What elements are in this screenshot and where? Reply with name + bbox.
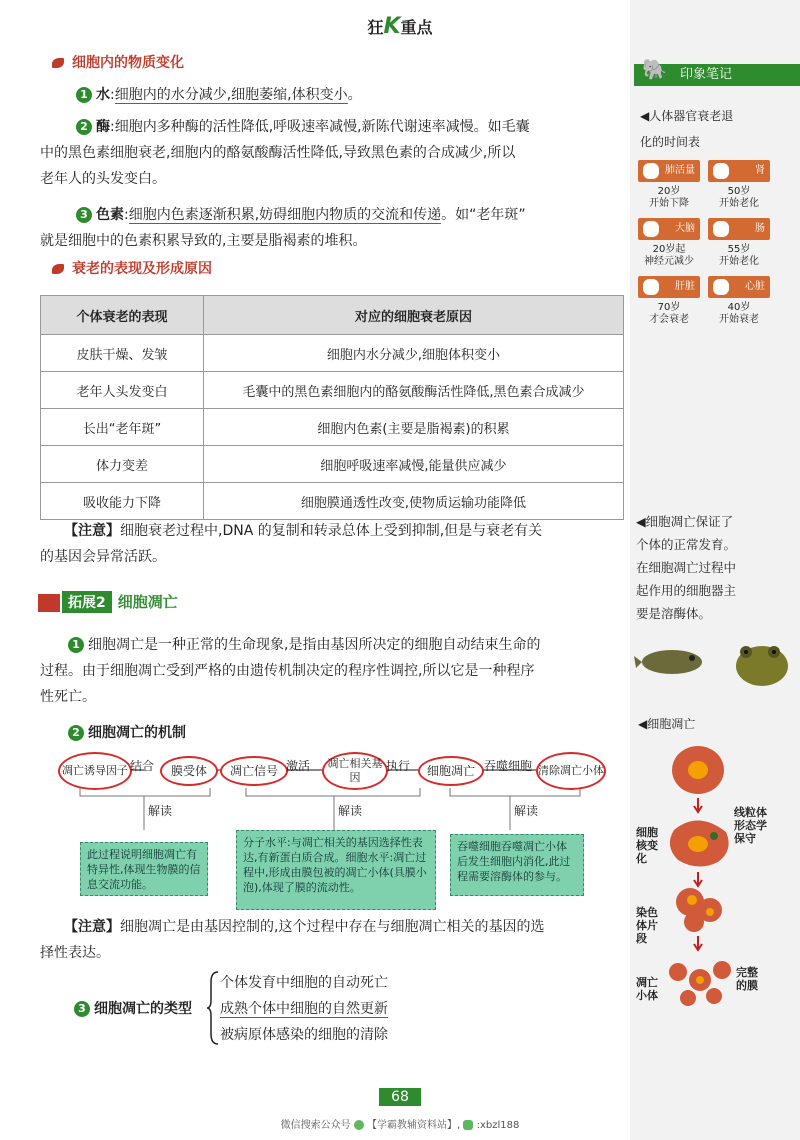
jiedu-label: 解读 (514, 804, 539, 818)
para-line: 性死亡。 (40, 689, 96, 705)
table-cell: 细胞膜通透性改变,使物质运输功能降低 (204, 483, 624, 520)
underlined-text: 细胞内色素逐渐积累,妨碍细胞内物质的交流和传递 (128, 207, 442, 223)
note-line: 细胞凋亡是由基因控制的,这个过程中存在与细胞凋亡相关的基因的选 (120, 919, 545, 935)
para-line: :细胞内多种酶的活性降低,呼吸速率减慢,新陈代谢速率减慢。如毛囊 (110, 119, 530, 135)
heart-icon (713, 279, 729, 295)
organ-name: 肝脏 (675, 281, 695, 292)
side-intro-line: 化的时间表 (640, 135, 701, 149)
point-label: 水 (96, 87, 110, 103)
section-title-substance (52, 52, 184, 72)
para-line: 细胞凋亡是一种正常的生命现象,是指由基因所决定的细胞自动结束生命的 (88, 637, 541, 653)
organ-label (634, 244, 704, 268)
type-item-text: 成熟个体中细胞的自然更新 (220, 1001, 388, 1017)
number-badge: 3 (74, 1001, 90, 1017)
para-line: 老年人的头发变白。 (40, 171, 166, 187)
footer-credit (0, 1116, 800, 1131)
book-icon (38, 594, 60, 612)
organ-desc: 神经元减少 (644, 256, 694, 267)
table-cell: 吸收能力下降 (41, 483, 204, 520)
organ-age: 20岁 (657, 186, 681, 197)
table-header: 个体衰老的表现 (41, 296, 204, 335)
number-badge: 2 (76, 119, 92, 135)
elephant-icon: 🐘 (642, 57, 667, 81)
type-item: 个体发育中细胞的自动死亡 (220, 975, 388, 991)
colon: : (110, 87, 115, 103)
table-cell: 细胞内水分减少,细胞体积变小 (204, 335, 624, 372)
organ-name: 大脑 (675, 223, 695, 234)
fragmenting-cell-icon (676, 888, 722, 932)
organ-liver (638, 276, 700, 298)
label-chromosome: 染色体片段 (636, 906, 658, 945)
shrinking-cell-icon (670, 820, 729, 866)
note-apoptosis (40, 914, 630, 966)
extension-tag: 拓展2 (62, 591, 112, 613)
frog-icon (736, 646, 788, 686)
apoptotic-bodies-icon (669, 961, 731, 1006)
leaf-bullet-icon (52, 58, 64, 68)
arrow-down-icon (694, 798, 702, 812)
arrow-down-icon (694, 936, 702, 950)
label-nucleus: 细胞核变化 (636, 826, 658, 865)
organ-desc: 开始老化 (719, 256, 759, 267)
edge-phagocyte: 吞噬细胞 (484, 759, 533, 773)
lung-icon (643, 163, 659, 179)
page-number: 68 (379, 1088, 421, 1106)
flow-node-clear: 清除凋亡小体 (536, 752, 606, 790)
side-note-line: 在细胞凋亡过程中 (636, 560, 737, 575)
note-line: 的基因会异常活跃。 (40, 549, 166, 565)
extension-heading (38, 591, 178, 613)
edge-execute: 执行 (386, 759, 411, 773)
note-line: 择性表达。 (40, 945, 110, 961)
header-left: 狂 (367, 18, 384, 37)
organ-name: 心脏 (745, 281, 765, 292)
underlined-text: 细胞内的水分减少,细胞萎缩,体积变小 (114, 87, 348, 103)
organ-label (704, 244, 774, 268)
tadpole-frog-illustration (634, 636, 798, 692)
flow-node-receptor: 膜受体 (160, 756, 218, 786)
organ-name: 肠 (755, 223, 765, 234)
organ-name: 肺活量 (665, 165, 695, 176)
colon: : (124, 207, 129, 223)
table-cell: 体力变差 (41, 446, 204, 483)
side-intro (640, 106, 790, 152)
side-intro-line: ◀人体器官衰老退 (640, 109, 734, 123)
chat-icon (463, 1120, 473, 1130)
edge-activate: 激活 (286, 759, 311, 773)
explain-box-2: 分子水平:与凋亡相关的基因选择性表达,有新蛋白质合成。细胞水平:凋亡过程中,形成由膜包被的凋亡小体(具膜小泡),体现了膜的流动性。 (236, 830, 436, 910)
normal-cell-icon (672, 746, 724, 794)
types-list (220, 970, 388, 1048)
extension-title: 细胞凋亡 (117, 593, 178, 611)
bracket-1 (80, 788, 210, 830)
organ-label (704, 302, 774, 326)
number-badge: 1 (68, 637, 84, 653)
brain-icon (643, 221, 659, 237)
note-aging (40, 518, 630, 570)
note-lead: 【注意】 (64, 919, 120, 935)
point-tail: 。 (347, 87, 362, 103)
side-apop-title: ◀细胞凋亡 (638, 717, 696, 731)
side-note-line: ◀细胞凋亡保证了 (636, 514, 734, 529)
para-line: 过程。由于细胞凋亡受到严格的由遗传机制决定的程序性调控,所以它是一种程序 (40, 663, 535, 679)
table-header: 对应的细胞衰老原因 (204, 296, 624, 335)
organ-desc: 开始下降 (649, 198, 689, 209)
side-header (634, 57, 800, 86)
mechanism-title: 细胞凋亡的机制 (88, 725, 186, 741)
point-enzyme (40, 114, 630, 192)
footer-id: :xbzl188 (476, 1120, 520, 1131)
type-item: 被病原体感染的细胞的清除 (220, 1027, 388, 1043)
type-item (220, 996, 388, 1022)
organ-age: 55岁 (727, 244, 751, 255)
table-cell: 老年人头发变白 (41, 372, 204, 409)
point-apoptosis-def (40, 632, 630, 710)
label-membrane: 完整的膜 (736, 966, 758, 992)
section-title-aging (52, 258, 212, 278)
types-heading (74, 998, 192, 1018)
organ-label (704, 186, 774, 210)
jiedu-label: 解读 (148, 804, 173, 818)
organ-lung (638, 160, 700, 182)
point-label: 酶 (96, 119, 110, 135)
brace-icon (206, 970, 220, 1046)
organ-age: 20岁起 (652, 244, 686, 255)
section-title-text: 衰老的表现及形成原因 (72, 261, 212, 277)
wechat-icon (354, 1120, 364, 1130)
table-cell: 长出“老年斑” (41, 409, 204, 446)
organ-age: 70岁 (657, 302, 681, 313)
note-lead: 【注意】 (64, 523, 120, 539)
explain-box-3: 吞噬细胞吞噬凋亡小体后发生细胞内消化,此过程需要溶酶体的参与。 (450, 834, 584, 896)
kidney-icon (713, 163, 729, 179)
organ-desc: 开始衰老 (719, 314, 759, 325)
header-right: 重点 (400, 18, 433, 37)
organ-label (634, 186, 704, 210)
organ-intestine (708, 218, 770, 240)
table-row (41, 446, 624, 483)
point-label: 色素 (96, 207, 124, 223)
page-number-wrap (0, 1086, 800, 1106)
organ-label (634, 302, 704, 326)
number-badge: 1 (76, 87, 92, 103)
table-row (41, 372, 624, 409)
explain-box-1: 此过程说明细胞凋亡有特异性,体现生物膜的信息交流功能。 (80, 842, 208, 896)
table-row (41, 335, 624, 372)
table-cell: 细胞内色素(主要是脂褐素)的积累 (204, 409, 624, 446)
header-k-logo: K (383, 14, 401, 39)
number-badge: 3 (76, 207, 92, 223)
aging-table (40, 295, 624, 520)
organ-age: 40岁 (727, 302, 751, 313)
point-tail: 。如“老年斑” (441, 207, 526, 223)
footer-wechat: 微信搜索公众号 (280, 1120, 351, 1131)
flow-node-inducer: 凋亡诱导因子 (58, 752, 132, 790)
mechanism-heading (68, 722, 186, 742)
section-title-text: 细胞内的物质变化 (72, 55, 184, 71)
liver-icon (643, 279, 659, 295)
footer-brand: 【学霸教辅资料站】 (367, 1120, 458, 1131)
flow-node-apoptosis: 细胞凋亡 (418, 756, 484, 786)
table-row (41, 483, 624, 520)
table-cell: 细胞呼吸速率减慢,能量供应减少 (204, 446, 624, 483)
organ-kidney (708, 160, 770, 182)
side-apoptosis-note (636, 510, 796, 625)
tadpole-icon (634, 650, 702, 674)
para-line: 中的黑色素细胞衰老,细胞内的酪氨酸酶活性降低,导致黑色素的合成减少,所以 (40, 145, 516, 161)
side-note-line: 个体的正常发育。 (636, 537, 737, 552)
table-header-row (41, 296, 624, 335)
label-apoptotic-body: 凋亡小体 (636, 976, 658, 1002)
side-note-line: 起作用的细胞器主 (636, 583, 737, 598)
note-line: 细胞衰老过程中,DNA 的复制和转录总体上受到抑制,但是与衰老有关 (120, 523, 543, 539)
organ-brain (638, 218, 700, 240)
organ-desc: 才会衰老 (649, 314, 689, 325)
leaf-bullet-icon (52, 264, 64, 274)
arrow-down-icon (694, 872, 702, 886)
organ-age: 50岁 (727, 186, 751, 197)
types-title: 细胞凋亡的类型 (94, 1001, 192, 1017)
point-water (76, 82, 626, 108)
point-pigment (40, 202, 630, 254)
organ-heart (708, 276, 770, 298)
number-badge: 2 (68, 725, 84, 741)
label-mito: 线粒体形态学保守 (734, 806, 767, 845)
side-note-line: 要是溶酶体。 (636, 606, 712, 621)
bracket-2 (246, 788, 420, 830)
organ-desc: 开始老化 (719, 198, 759, 209)
para-line: 就是细胞中的色素积累导致的,主要是脂褐素的堆积。 (40, 233, 367, 249)
intestine-icon (713, 221, 729, 237)
side-header-label: 印象笔记 (680, 67, 733, 82)
organ-name: 肾 (755, 165, 765, 176)
table-cell: 毛囊中的黑色素细胞内的酪氨酸酶活性降低,黑色素合成减少 (204, 372, 624, 409)
flow-node-genes: 凋亡相关基因 (322, 752, 388, 790)
footer-sep: , (457, 1120, 461, 1131)
jiedu-label: 解读 (338, 804, 363, 818)
edge-bind: 结合 (130, 759, 155, 773)
table-row (41, 409, 624, 446)
flow-node-signal: 凋亡信号 (220, 756, 288, 786)
table-cell: 皮肤干燥、发皱 (41, 335, 204, 372)
